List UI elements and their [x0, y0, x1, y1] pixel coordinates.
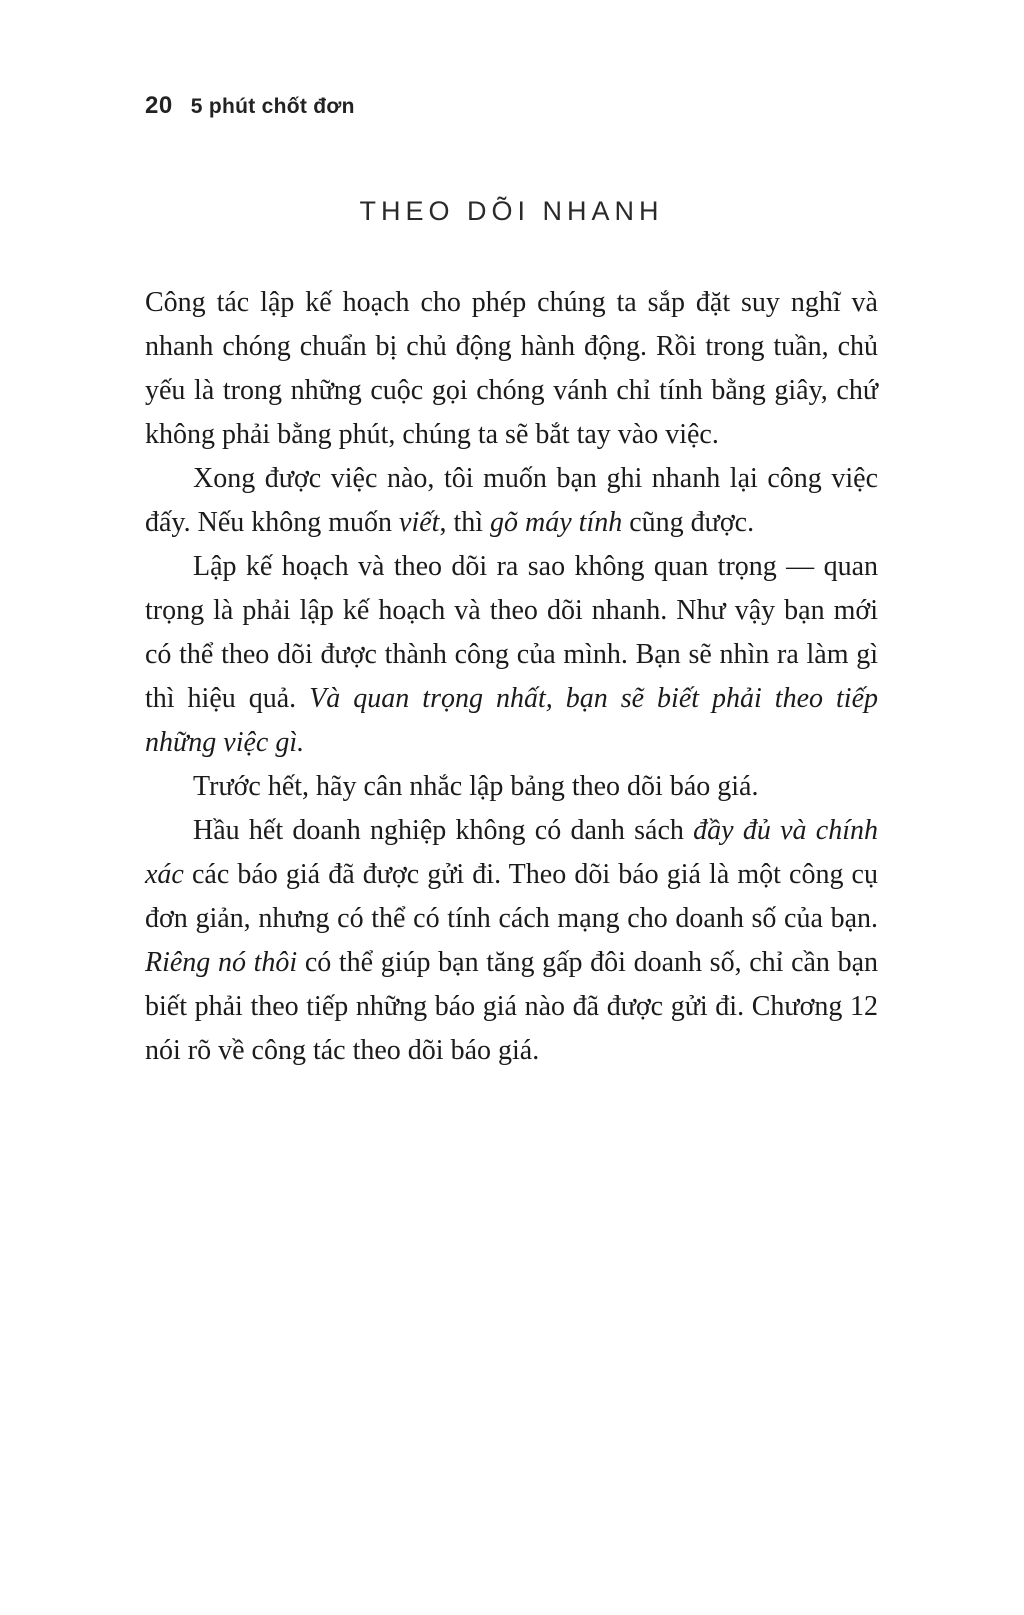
- text-run: có thể giúp bạn tăng gấp đôi doanh số, chỉ cần bạn biết phải theo tiếp những báo giá nào đã được gửi đi. Chương 12 nói rõ về công tác theo dõi báo giá.: [145, 947, 878, 1066]
- italic-run: Và quan trọng nhất, bạn sẽ biết phải theo tiếp những việc gì.: [145, 683, 878, 758]
- body-paragraph: [145, 765, 878, 809]
- text-run: Xong được việc nào, tôi muốn bạn ghi nhanh lại công việc đấy. Nếu không muốn: [145, 463, 878, 538]
- italic-run: gõ máy tính: [490, 507, 623, 538]
- text-run: Công tác lập kế hoạch cho phép chúng ta sắp đặt suy nghĩ và nhanh chóng chuẩn bị chủ động hành động. Rồi trong tuần, chủ yếu là trong những cuộc gọi chóng vánh chỉ tính bằng giây, chứ không phải bằng phút, chúng ta sẽ bắt tay vào việc.: [145, 287, 878, 450]
- body-paragraph: [145, 281, 878, 457]
- italic-run: Riêng nó thôi: [145, 947, 298, 978]
- body-paragraph: [145, 545, 878, 765]
- body-paragraph: [145, 457, 878, 545]
- text-run: Trước hết, hãy cân nhắc lập bảng theo dõi báo giá.: [193, 771, 759, 802]
- text-run: Lập kế hoạch và theo dõi ra sao không quan trọng — quan trọng là phải lập kế hoạch và theo dõi nhanh. Như vậy bạn mới có thể theo dõi được thành công của mình. Bạn sẽ nhìn ra làm gì thì hiệu quả.: [145, 551, 878, 714]
- text-run: Hầu hết doanh nghiệp không có danh sách: [193, 815, 694, 846]
- running-header: [145, 92, 878, 120]
- italic-run: đầy đủ và chính xác: [145, 815, 878, 890]
- italic-run: viết: [399, 507, 440, 538]
- text-run: , thì: [439, 507, 491, 538]
- page-number: 20: [145, 92, 173, 119]
- section-heading: THEO DÕI NHANH: [359, 196, 664, 226]
- text-run: cũng được.: [622, 507, 755, 538]
- body-paragraph: [145, 809, 878, 1073]
- text-run: các báo giá đã được gửi đi. Theo dõi báo giá là một công cụ đơn giản, nhưng có thể có tính cách mạng cho doanh số của bạn.: [145, 859, 878, 934]
- body-text: [145, 281, 878, 1073]
- running-title: 5 phút chốt đơn: [190, 95, 355, 118]
